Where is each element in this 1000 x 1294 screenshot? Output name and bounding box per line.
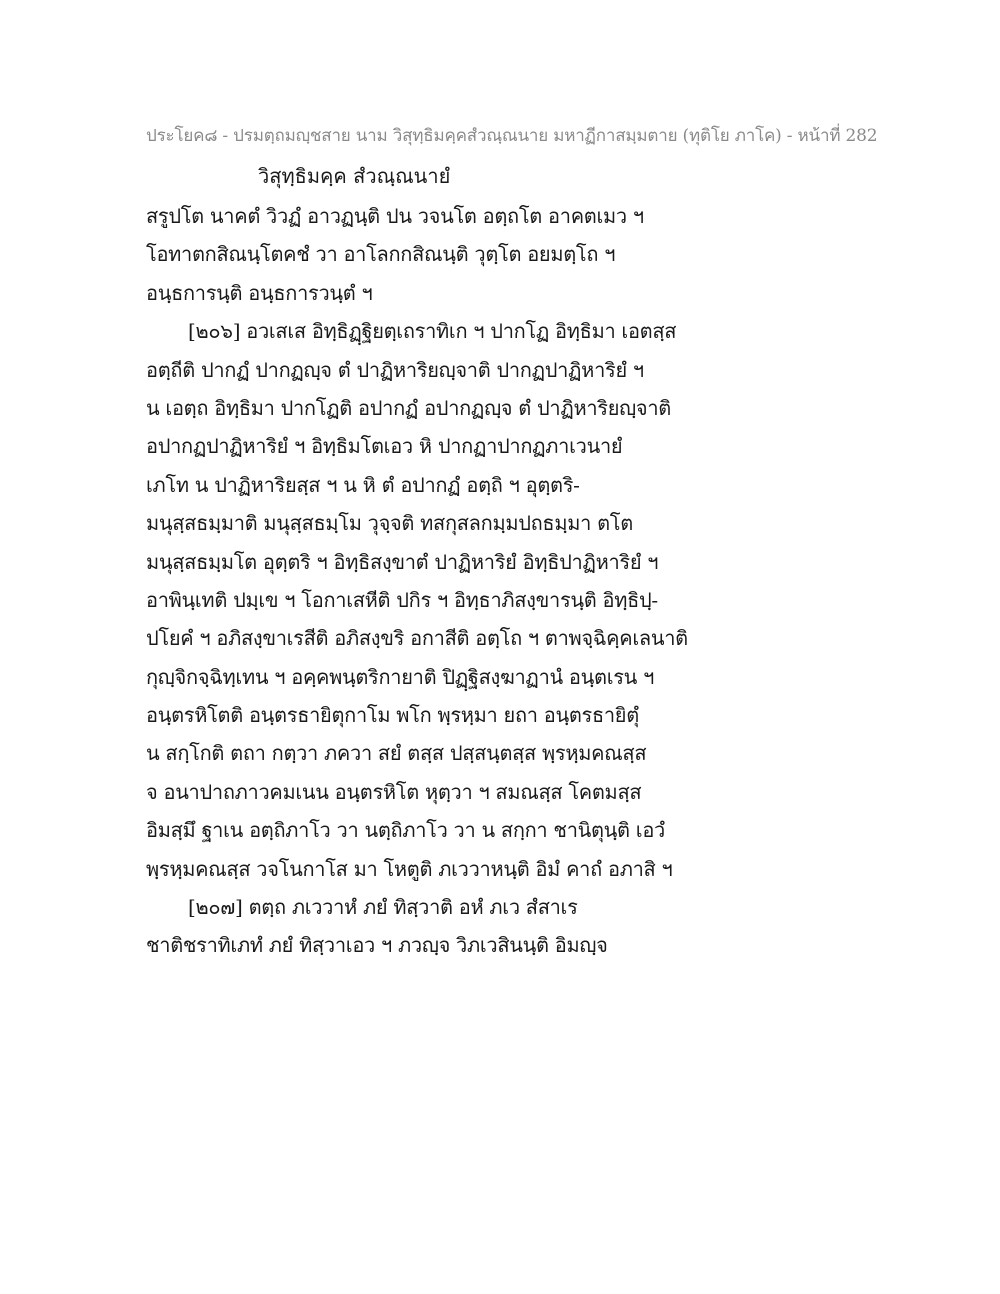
text-line: [๒๐๖] อวเสเส อิทฺธิฏฺฐิยตฺเถราทิเก ฯ ปากโฏ อิทฺธิมา เอตสฺส [188,319,677,344]
body-text [146,202,866,970]
text-line: น สกฺโกติ ตถา กตฺวา ภควา สยํ ตสฺส ปสฺสนฺตสฺส พฺรหฺมคณสฺส [146,741,647,766]
text-line: มนุสฺสธมฺมโต อุตฺตริ ฯ อิทฺธิสงฺขาตํ ปาฏิหาริยํ อิทฺธิปาฏิหาริยํ ฯ [146,549,659,574]
text-line: เภโท น ปาฏิหาริยสฺส ฯ น หิ ตํ อปากฏํ อตฺถิ ฯ อุตฺตริ- [146,472,580,497]
text-line: มนุสฺสธมฺมาติ มนุสฺสธมฺโม วุจฺจติ ทสกุสลกมฺมปถธมฺมา ตโต [146,511,633,536]
running-header: ประโยค๘ - ปรมตฺถมญฺชสาย นาม วิสุทฺธิมคฺคสํวณฺณนาย มหาฏีกาสมฺมตาย (ทุติโย ภาโค) - หน้าที่ 282 [146,126,878,146]
text-line: [๒๐๗] ตตฺถ ภเววาหํ ภยํ ทิสฺวาติ อหํ ภเว สํสาเร [188,895,578,920]
text-line: จ อนาปาถภาวคมเนน อนฺตรหิโต หุตฺวา ฯ สมณสฺส โคตมสฺส [146,779,642,804]
text-line: อิมสฺมึ ฐาเน อตฺถิภาโว วา นตฺถิภาโว วา น สกฺกา ชานิตุนฺติ เอวํ [146,818,665,843]
text-line: ชาติชราทิเภทํ ภยํ ทิสฺวาเอว ฯ ภวญฺจ วิภเวสินนฺติ อิมญฺจ [146,933,608,958]
text-line: อนฺตรหิโตติ อนฺตรธายิตุกาโม พโก พฺรหฺมา ยถา อนฺตรธายิตุํ [146,703,639,728]
text-line: กุญฺจิกจฺฉิทฺเทน ฯ อคฺคพนฺตริกายาติ ปิฏฺฐิสงฺฆาฏานํ อนฺตเรน ฯ [146,664,655,689]
text-line: น เอตฺถ อิทฺธิมา ปากโฏติ อปากฏํ อปากฏญฺจ ตํ ปาฏิหาริยญฺจาติ [146,395,671,420]
text-line: อตฺถีติ ปากฏํ ปากฏญฺจ ตํ ปาฏิหาริยญฺจาติ ปากฏปาฏิหาริยํ ฯ [146,357,644,382]
text-line: อาพินฺเทติ ปมฺเข ฯ โอกาเสหีติ ปกิร ฯ อิทฺธาภิสงฺขารนฺติ อิทฺธิปฺ- [146,587,658,612]
text-line: สรูปโต นาคตํ วิวฏํ อาวฏนฺติ ปน วจนโต อตฺถโต อาคตเมว ฯ [146,204,644,228]
text-line: พฺรหฺมคณสฺส วจโนกาโส มา โหตูติ ภเววาหนฺติ อิมํ คาถํ อภาสิ ฯ [146,856,673,881]
text-line: ปโยคํ ฯ อภิสงฺขาเรสีติ อภิสงฺขริ อกาสีติ อตฺโถ ฯ ตาพจฺฉิคฺคเลนาติ [146,626,688,651]
text-line: โอทาตกสิณนฺโตคชํ วา อาโลกกสิณนฺติ วุตฺโต อยมตฺโถ ฯ [146,242,616,267]
book-title: วิสุทฺธิมคฺค สํวณฺณนายํ [258,164,451,188]
text-line: อนฺธการนฺติ อนฺธการวนฺตํ ฯ [146,280,373,305]
text-line: อปากฏปาฏิหาริยํ ฯ อิทฺธิมโตเอว หิ ปากฏาปากฏภาเวนายํ [146,434,623,459]
